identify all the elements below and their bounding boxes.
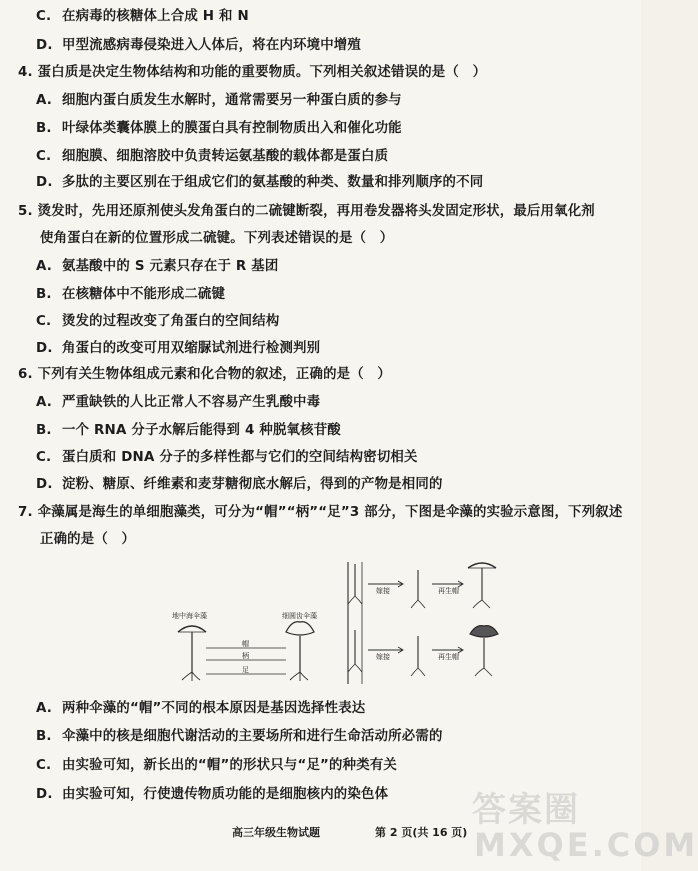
q7-option-b: B. 伞藻中的核是细胞代谢活动的主要场所和进行生命活动所必需的	[36, 729, 443, 744]
q7-option-c: C. 由实验可知，新长出的“帽”的形状只与“足”的种类有关	[36, 758, 397, 773]
q6-option-a: A. 严重缺铁的人比正常人不容易产生乳酸中毒	[36, 395, 321, 410]
right-cap-shape	[286, 622, 314, 635]
regen-cap-label-top: 再生帽	[438, 587, 459, 595]
q5-option-c: C. 烫发的过程改变了角蛋白的空间结构	[36, 314, 280, 329]
q5-option-a: A. 氨基酸中的 S 元素只存在于 R 基团	[36, 259, 279, 274]
left-cap-shape	[178, 626, 206, 632]
experiment-diagram	[170, 560, 510, 690]
watermark-en: MXQE.COM	[474, 826, 698, 864]
q4-option-d: D. 多肽的主要区别在于组成它们的氨基酸的种类、数量和排列顺序的不同	[36, 175, 484, 190]
footer-title: 高三年级生物试题	[232, 826, 320, 839]
watermark	[464, 782, 698, 868]
q4-option-c: C. 细胞膜、细胞溶胶中负责转运氨基酸的载体都是蛋白质	[36, 149, 389, 164]
regen-cap-label-bottom: 再生帽	[438, 653, 459, 661]
q5-stem-line1: 5. 烫发时，先用还原剂使头发角蛋白的二硫键断裂，再用卷发器将头发固定形状，最后用氧化剂	[18, 204, 595, 219]
q5-stem-line2: 使角蛋白在新的位置形成二硫键。下列表述错误的是（ ）	[40, 231, 394, 246]
acetabularia-experiment-figure	[170, 560, 510, 690]
footer-page-number: 第 2 页(共 16 页)	[375, 826, 468, 839]
graft-label-bottom: 嫁接	[376, 653, 390, 661]
left-species-label: 地中海伞藻	[172, 612, 207, 620]
foot-label: 足	[242, 666, 249, 674]
q6-option-d: D. 淀粉、糖原、纤维素和麦芽糖彻底水解后，得到的产物是相同的	[36, 477, 443, 492]
q6-stem: 6. 下列有关生物体组成元素和化合物的叙述，正确的是（ ）	[18, 367, 392, 382]
q3-option-d: D. 甲型流感病毒侵染进入人体后，将在内环境中增殖	[36, 38, 361, 53]
q5-option-d: D. 角蛋白的改变可用双缩脲试剂进行检测判别	[36, 341, 321, 356]
q3-option-c: C. 在病毒的核糖体上合成 H 和 N	[36, 9, 249, 24]
q4-stem: 4. 蛋白质是决定生物体结构和功能的重要物质。下列相关叙述错误的是（ ）	[18, 65, 487, 80]
q7-option-d: D. 由实验可知，行使遗传物质功能的是细胞核内的染色体	[36, 787, 389, 802]
cap-label: 帽	[242, 640, 249, 648]
stalk-label: 柄	[242, 652, 249, 660]
q4-option-a: A. 细胞内蛋白质发生水解时，通常需要另一种蛋白质的参与	[36, 93, 402, 108]
graft-label-top: 嫁接	[376, 587, 390, 595]
q4-option-b: B. 叶绿体类囊体膜上的膜蛋白具有控制物质出入和催化功能	[36, 121, 402, 136]
q5-option-b: B. 在核糖体中不能形成二硫键	[36, 287, 226, 302]
q6-option-b: B. 一个 RNA 分子水解后能得到 4 种脱氧核苷酸	[36, 423, 341, 438]
watermark-cn: 答案圈	[472, 790, 580, 830]
q7-option-a: A. 两种伞藻的“帽”不同的根本原因是基因选择性表达	[36, 701, 366, 716]
right-species-label: 细圆齿伞藻	[282, 612, 317, 620]
q7-stem-line2: 正确的是（ ）	[40, 532, 136, 547]
q6-option-c: C. 蛋白质和 DNA 分子的多样性都与它们的空间结构密切相关	[36, 450, 418, 465]
q7-stem-line1: 7. 伞藻属是海生的单细胞藻类，可分为“帽”“柄”“足”3 部分，下图是伞藻的实验示意图，下列叙述	[18, 505, 623, 520]
